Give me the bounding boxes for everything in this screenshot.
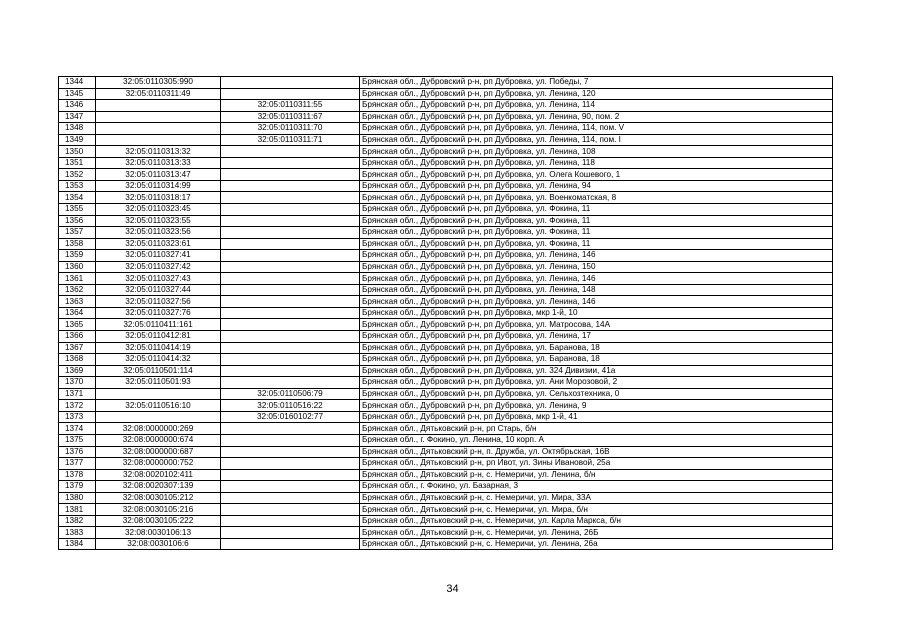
address-cell: Брянская обл., Дубровский р-н, рп Дубровка, ул. Фокина, 11 — [360, 204, 833, 216]
address-cell: Брянская обл., Дятьковский р-н, рп Старь, б/н — [360, 423, 833, 435]
table-row — [59, 481, 833, 493]
room-cadastral-number-cell — [221, 215, 360, 227]
table-row — [59, 169, 833, 181]
room-cadastral-number-cell — [221, 319, 360, 331]
room-cadastral-number-cell — [221, 238, 360, 250]
table-row — [59, 365, 833, 377]
table-row — [59, 388, 833, 400]
address-cell: Брянская обл., Дубровский р-н, рп Дубровка, ул. 324 Дивизии, 41а — [360, 365, 833, 377]
room-cadastral-number-cell — [221, 538, 360, 550]
table-row — [59, 411, 833, 423]
address-cell: Брянская обл., Дубровский р-н, рп Дубровка, мкр 1-й, 41 — [360, 411, 833, 423]
row-number-cell: 1351 — [59, 157, 96, 169]
row-number-cell: 1354 — [59, 192, 96, 204]
address-cell: Брянская обл., Дубровский р-н, рп Дубровка, ул. Ленина, 9 — [360, 400, 833, 412]
address-cell: Брянская обл., Дубровский р-н, рп Дубровка, ул. Военкоматская, 8 — [360, 192, 833, 204]
room-cadastral-number-cell — [221, 434, 360, 446]
row-number-cell: 1344 — [59, 77, 96, 89]
cadastral-number-cell: 32:08:0020307:139 — [96, 481, 221, 493]
cadastral-number-cell: 32:05:0110323:61 — [96, 238, 221, 250]
address-cell: Брянская обл., Дубровский р-н, рп Дубровка, мкр 1-й, 10 — [360, 307, 833, 319]
cadastral-number-cell: 32:05:0110516:10 — [96, 400, 221, 412]
cadastral-number-cell — [96, 411, 221, 423]
table-row — [59, 192, 833, 204]
row-number-cell: 1372 — [59, 400, 96, 412]
room-cadastral-number-cell: 32:05:0110311:71 — [221, 134, 360, 146]
cadastral-number-cell: 32:05:0110313:47 — [96, 169, 221, 181]
room-cadastral-number-cell — [221, 296, 360, 308]
room-cadastral-number-cell: 32:05:0110311:67 — [221, 111, 360, 123]
property-table — [58, 76, 833, 550]
row-number-cell: 1352 — [59, 169, 96, 181]
table-row — [59, 123, 833, 135]
cadastral-number-cell: 32:05:0110414:19 — [96, 342, 221, 354]
cadastral-number-cell: 32:05:0110327:76 — [96, 307, 221, 319]
row-number-cell: 1360 — [59, 261, 96, 273]
address-cell: Брянская обл., Дубровский р-н, рп Дубровка, ул. Ленина, 108 — [360, 146, 833, 158]
room-cadastral-number-cell — [221, 504, 360, 516]
cadastral-number-cell: 32:05:0110327:42 — [96, 261, 221, 273]
row-number-cell: 1384 — [59, 538, 96, 550]
cadastral-number-cell: 32:05:0110327:43 — [96, 273, 221, 285]
table-row — [59, 458, 833, 470]
address-cell: Брянская обл., Дубровский р-н, рп Дубровка, ул. Олега Кошевого, 1 — [360, 169, 833, 181]
address-cell: Брянская обл., Дубровский р-н, рп Дубровка, ул. Ленина, 94 — [360, 180, 833, 192]
cadastral-number-cell: 32:05:0110327:44 — [96, 284, 221, 296]
cadastral-number-cell: 32:05:0110501:114 — [96, 365, 221, 377]
cadastral-number-cell: 32:05:0110313:32 — [96, 146, 221, 158]
room-cadastral-number-cell — [221, 146, 360, 158]
table-row — [59, 354, 833, 366]
cadastral-number-cell: 32:08:0030106:13 — [96, 527, 221, 539]
room-cadastral-number-cell — [221, 192, 360, 204]
cadastral-number-cell: 32:05:0110327:41 — [96, 250, 221, 262]
room-cadastral-number-cell: 32:05:0110311:70 — [221, 123, 360, 135]
row-number-cell: 1382 — [59, 515, 96, 527]
table-row — [59, 446, 833, 458]
table-row — [59, 400, 833, 412]
cadastral-number-cell: 32:05:0110327:56 — [96, 296, 221, 308]
row-number-cell: 1362 — [59, 284, 96, 296]
room-cadastral-number-cell — [221, 458, 360, 470]
row-number-cell: 1377 — [59, 458, 96, 470]
row-number-cell: 1349 — [59, 134, 96, 146]
table-row — [59, 492, 833, 504]
cadastral-number-cell — [96, 388, 221, 400]
room-cadastral-number-cell — [221, 377, 360, 389]
address-cell: Брянская обл., Дубровский р-н, рп Дубровка, ул. Фокина, 11 — [360, 227, 833, 239]
room-cadastral-number-cell — [221, 227, 360, 239]
cadastral-number-cell: 32:08:0030106:6 — [96, 538, 221, 550]
row-number-cell: 1370 — [59, 377, 96, 389]
row-number-cell: 1357 — [59, 227, 96, 239]
room-cadastral-number-cell — [221, 261, 360, 273]
row-number-cell: 1345 — [59, 88, 96, 100]
table-row — [59, 261, 833, 273]
cadastral-number-cell: 32:05:0110323:56 — [96, 227, 221, 239]
address-cell: Брянская обл., Дубровский р-н, рп Дубровка, ул. Ленина, 114 — [360, 100, 833, 112]
address-cell: Брянская обл., г. Фокино, ул. Базарная, 3 — [360, 481, 833, 493]
row-number-cell: 1383 — [59, 527, 96, 539]
row-number-cell: 1353 — [59, 180, 96, 192]
room-cadastral-number-cell — [221, 77, 360, 89]
cadastral-number-cell — [96, 123, 221, 135]
table-row — [59, 215, 833, 227]
row-number-cell: 1376 — [59, 446, 96, 458]
address-cell: Брянская обл., Дубровский р-н, рп Дубровка, ул. Ленина, 114, пом. I — [360, 134, 833, 146]
row-number-cell: 1359 — [59, 250, 96, 262]
address-cell: Брянская обл., Дубровский р-н, рп Дубровка, ул. Ленина, 146 — [360, 250, 833, 262]
address-cell: Брянская обл., Дубровский р-н, рп Дубровка, ул. Ленина, 150 — [360, 261, 833, 273]
room-cadastral-number-cell — [221, 250, 360, 262]
room-cadastral-number-cell — [221, 180, 360, 192]
table-row — [59, 527, 833, 539]
cadastral-number-cell: 32:05:0110501:93 — [96, 377, 221, 389]
address-cell: Брянская обл., Дубровский р-н, рп Дубровка, ул. Баранова, 18 — [360, 342, 833, 354]
table-row — [59, 469, 833, 481]
cadastral-number-cell: 32:05:0110411:161 — [96, 319, 221, 331]
address-cell: Брянская обл., Дубровский р-н, рп Дубровка, ул. Ленина, 120 — [360, 88, 833, 100]
cadastral-number-cell: 32:08:0030105:216 — [96, 504, 221, 516]
cadastral-number-cell: 32:08:0000000:674 — [96, 434, 221, 446]
address-cell: Брянская обл., Дубровский р-н, рп Дубровка, ул. Ленина, 146 — [360, 296, 833, 308]
table-row — [59, 238, 833, 250]
table-row — [59, 180, 833, 192]
cadastral-number-cell: 32:05:0110313:33 — [96, 157, 221, 169]
row-number-cell: 1367 — [59, 342, 96, 354]
row-number-cell: 1361 — [59, 273, 96, 285]
row-number-cell: 1374 — [59, 423, 96, 435]
table-row — [59, 377, 833, 389]
table-row — [59, 146, 833, 158]
cadastral-number-cell: 32:08:0030105:212 — [96, 492, 221, 504]
room-cadastral-number-cell — [221, 88, 360, 100]
room-cadastral-number-cell — [221, 469, 360, 481]
row-number-cell: 1358 — [59, 238, 96, 250]
table-row — [59, 307, 833, 319]
address-cell: Брянская обл., Дубровский р-н, рп Дубровка, ул. Сельхозтехника, 0 — [360, 388, 833, 400]
address-cell: Брянская обл., Дубровский р-н, рп Дубровка, ул. Баранова, 18 — [360, 354, 833, 366]
room-cadastral-number-cell — [221, 365, 360, 377]
room-cadastral-number-cell — [221, 307, 360, 319]
address-cell: Брянская обл., Дятьковский р-н, с. Немеричи, ул. Ленина, б/н — [360, 469, 833, 481]
cadastral-number-cell: 32:05:0110311:49 — [96, 88, 221, 100]
table-row — [59, 100, 833, 112]
row-number-cell: 1347 — [59, 111, 96, 123]
address-cell: Брянская обл., Дубровский р-н, рп Дубровка, ул. Фокина, 11 — [360, 238, 833, 250]
room-cadastral-number-cell — [221, 354, 360, 366]
row-number-cell: 1368 — [59, 354, 96, 366]
room-cadastral-number-cell — [221, 284, 360, 296]
row-number-cell: 1365 — [59, 319, 96, 331]
room-cadastral-number-cell — [221, 273, 360, 285]
row-number-cell: 1381 — [59, 504, 96, 516]
address-cell: Брянская обл., Дубровский р-н, рп Дубровка, ул. Ленина, 90, пом. 2 — [360, 111, 833, 123]
row-number-cell: 1363 — [59, 296, 96, 308]
cadastral-number-cell: 32:08:0000000:752 — [96, 458, 221, 470]
room-cadastral-number-cell — [221, 204, 360, 216]
address-cell: Брянская обл., Дубровский р-н, рп Дубровка, ул. Ленина, 118 — [360, 157, 833, 169]
address-cell: Брянская обл., Дубровский р-н, рп Дубровка, ул. Фокина, 11 — [360, 215, 833, 227]
row-number-cell: 1356 — [59, 215, 96, 227]
table-row — [59, 342, 833, 354]
table-row — [59, 250, 833, 262]
room-cadastral-number-cell: 32:05:0160102:77 — [221, 411, 360, 423]
cadastral-number-cell — [96, 100, 221, 112]
cadastral-number-cell: 32:08:0000000:269 — [96, 423, 221, 435]
room-cadastral-number-cell — [221, 481, 360, 493]
address-cell: Брянская обл., Дубровский р-н, рп Дубровка, ул. Ани Морозовой, 2 — [360, 377, 833, 389]
cadastral-number-cell: 32:05:0110412:81 — [96, 331, 221, 343]
room-cadastral-number-cell — [221, 342, 360, 354]
row-number-cell: 1373 — [59, 411, 96, 423]
cadastral-number-cell: 32:05:0110305:990 — [96, 77, 221, 89]
table-row — [59, 227, 833, 239]
table-row — [59, 284, 833, 296]
address-cell: Брянская обл., Дятьковский р-н, с. Немеричи, ул. Мира, б/н — [360, 504, 833, 516]
address-cell: Брянская обл., Дубровский р-н, рп Дубровка, ул. Ленина, 146 — [360, 273, 833, 285]
table-row — [59, 204, 833, 216]
room-cadastral-number-cell — [221, 527, 360, 539]
cadastral-number-cell: 32:05:0110323:45 — [96, 204, 221, 216]
row-number-cell: 1375 — [59, 434, 96, 446]
cadastral-number-cell: 32:08:0000000:687 — [96, 446, 221, 458]
room-cadastral-number-cell — [221, 157, 360, 169]
row-number-cell: 1366 — [59, 331, 96, 343]
page-number: 34 — [446, 583, 459, 595]
table-row — [59, 296, 833, 308]
table-row — [59, 331, 833, 343]
cadastral-number-cell: 32:08:0020102:411 — [96, 469, 221, 481]
cadastral-number-cell: 32:05:0110414:32 — [96, 354, 221, 366]
row-number-cell: 1380 — [59, 492, 96, 504]
table-row — [59, 319, 833, 331]
table-row — [59, 134, 833, 146]
room-cadastral-number-cell — [221, 446, 360, 458]
table-body — [59, 77, 833, 550]
cadastral-number-cell: 32:08:0030105:222 — [96, 515, 221, 527]
cadastral-number-cell — [96, 134, 221, 146]
room-cadastral-number-cell: 32:05:0110506:79 — [221, 388, 360, 400]
address-cell: Брянская обл., Дубровский р-н, рп Дубровка, ул. Победы, 7 — [360, 77, 833, 89]
address-cell: Брянская обл., Дятьковский р-н, с. Немеричи, ул. Мира, 33А — [360, 492, 833, 504]
table-row — [59, 423, 833, 435]
address-cell: Брянская обл., Дятьковский р-н, п. Дружба, ул. Октябрьская, 16В — [360, 446, 833, 458]
cadastral-number-cell: 32:05:0110314:99 — [96, 180, 221, 192]
room-cadastral-number-cell — [221, 515, 360, 527]
row-number-cell: 1379 — [59, 481, 96, 493]
cadastral-number-cell: 32:05:0110323:55 — [96, 215, 221, 227]
room-cadastral-number-cell — [221, 423, 360, 435]
row-number-cell: 1355 — [59, 204, 96, 216]
address-cell: Брянская обл., Дятьковский р-н, рп Ивот, ул. Зины Ивановой, 25а — [360, 458, 833, 470]
room-cadastral-number-cell — [221, 331, 360, 343]
row-number-cell: 1348 — [59, 123, 96, 135]
row-number-cell: 1369 — [59, 365, 96, 377]
cadastral-number-cell: 32:05:0110318:17 — [96, 192, 221, 204]
room-cadastral-number-cell — [221, 169, 360, 181]
cadastral-number-cell — [96, 111, 221, 123]
address-cell: Брянская обл., Дубровский р-н, рп Дубровка, ул. Ленина, 114, пом. V — [360, 123, 833, 135]
table-row — [59, 515, 833, 527]
table-row — [59, 273, 833, 285]
row-number-cell: 1378 — [59, 469, 96, 481]
room-cadastral-number-cell: 32:05:0110311:55 — [221, 100, 360, 112]
table-row — [59, 111, 833, 123]
table-row — [59, 157, 833, 169]
address-cell: Брянская обл., Дятьковский р-н, с. Немеричи, ул. Ленина, 26Б — [360, 527, 833, 539]
row-number-cell: 1346 — [59, 100, 96, 112]
table-row — [59, 434, 833, 446]
table-row — [59, 504, 833, 516]
address-cell: Брянская обл., Дубровский р-н, рп Дубровка, ул. Ленина, 17 — [360, 331, 833, 343]
table-row — [59, 88, 833, 100]
row-number-cell: 1350 — [59, 146, 96, 158]
address-cell: Брянская обл., Дятьковский р-н, с. Немеричи, ул. Ленина, 26а — [360, 538, 833, 550]
address-cell: Брянская обл., Дятьковский р-н, с. Немеричи, ул. Карла Маркса, б/н — [360, 515, 833, 527]
address-cell: Брянская обл., Дубровский р-н, рп Дубровка, ул. Ленина, 148 — [360, 284, 833, 296]
address-cell: Брянская обл., Дубровский р-н, рп Дубровка, ул. Матросова, 14А — [360, 319, 833, 331]
row-number-cell: 1371 — [59, 388, 96, 400]
table-row — [59, 538, 833, 550]
room-cadastral-number-cell: 32:05:0110516:22 — [221, 400, 360, 412]
table-row — [59, 77, 833, 89]
room-cadastral-number-cell — [221, 492, 360, 504]
address-cell: Брянская обл., г. Фокино, ул. Ленина, 10 корп. А — [360, 434, 833, 446]
row-number-cell: 1364 — [59, 307, 96, 319]
